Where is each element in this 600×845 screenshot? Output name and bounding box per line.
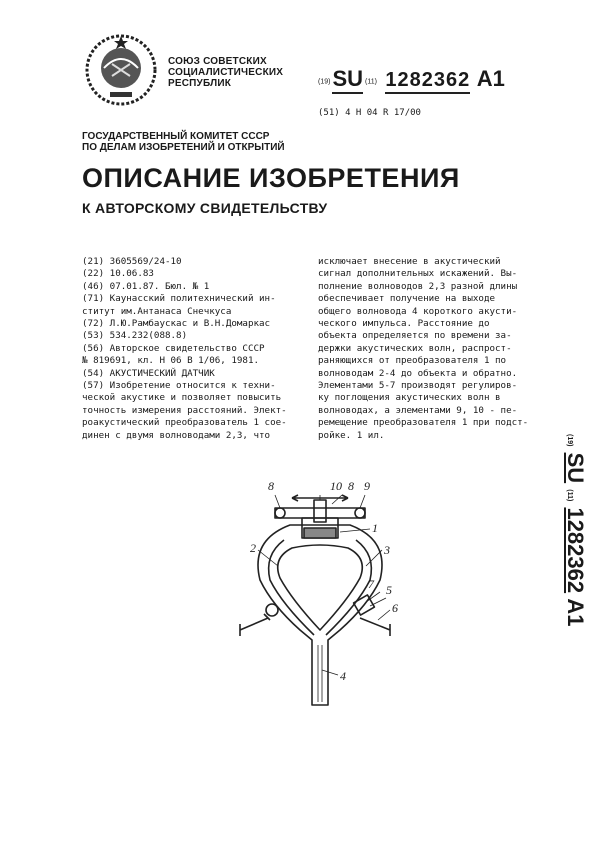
side-country-code: SU (563, 452, 588, 484)
document-subtitle: К АВТОРСКОМУ СВИДЕТЕЛЬСТВУ (82, 200, 328, 216)
side-kind-code: A1 (563, 598, 588, 627)
text-line: объекта определяется по времени за- (318, 330, 512, 342)
text-line: ческого импульса. Расстояние до (318, 318, 490, 330)
text-line: волноводам 2-4 до объекта и обратно. (318, 367, 518, 379)
text-line: (56) Авторское свидетельство СССР (82, 342, 265, 354)
text-line: (57) Изобретение относится к техни- (82, 380, 276, 392)
kind-code: A1 (476, 66, 505, 91)
text-line: ческой акустике и позволяет повысить (82, 392, 282, 404)
label-4: 4 (340, 669, 346, 683)
text-line: точность измерения расстояний. Элект- (82, 404, 287, 416)
text-line: роакустический преобразователь 1 сое- (82, 417, 287, 429)
side-publication-number (552, 430, 590, 700)
screw-right (360, 618, 390, 636)
text-line: Элементами 5-7 производят регулиров- (318, 380, 518, 392)
bibliographic-column (82, 256, 312, 442)
text-line: ститут им.Антанаса Снечкуса (82, 305, 232, 317)
bolt-right (355, 508, 365, 518)
transducer-element (304, 528, 336, 538)
ussr-emblem (82, 30, 160, 108)
text-line: полнение волноводов 2,3 разной длины (318, 280, 518, 292)
label-8-right: 8 (348, 479, 354, 493)
label-3: 3 (384, 543, 390, 557)
text-line: волноводах, а элементами 9, 10 - пе- (318, 404, 518, 416)
text-line: общего волновода 4 короткого акусти- (318, 305, 518, 317)
label-6: 6 (392, 601, 398, 615)
label-5: 5 (386, 583, 392, 597)
text-line: обеспечивает получение на выходе (318, 293, 496, 305)
patent-number: 1282362 (385, 69, 470, 94)
text-line: (53) 534.232(088.8) (82, 330, 188, 342)
text-line: (21) 3605569/24-10 (82, 256, 182, 267)
side-patent-number: 1282362 (563, 507, 588, 594)
output-duct (318, 645, 322, 702)
label-1: 1 (372, 521, 378, 535)
union-line: СОЦИАЛИСТИЧЕСКИХ (168, 67, 284, 78)
side-code-11: (11) (566, 489, 573, 502)
screw-left (240, 614, 270, 636)
union-line: РЕСПУБЛИК (168, 78, 232, 89)
document-title: ОПИСАНИЕ ИЗОБРЕТЕНИЯ (82, 163, 460, 193)
label-2: 2 (250, 541, 256, 555)
union-line: СОЮЗ СОВЕТСКИХ (168, 56, 267, 67)
publication-number (318, 66, 507, 94)
ipc-class: (51) 4 H 04 R 17/00 (318, 108, 421, 118)
code-19: (19) (318, 78, 331, 86)
absorber-left (266, 604, 278, 616)
side-code-19: (19) (566, 434, 573, 447)
text-line: раняющихся от преобразователя 1 по (318, 355, 507, 367)
text-line: (46) 07.01.87. Бюл. № 1 (82, 280, 210, 292)
bolt-left (275, 508, 285, 518)
committee-line: ПО ДЕЛАМ ИЗОБРЕТЕНИЙ И ОТКРЫТИЙ (82, 142, 285, 153)
label-9: 9 (364, 479, 370, 493)
text-line: ройке. 1 ил. (318, 429, 385, 441)
inner-core (278, 545, 363, 630)
country-code: SU (332, 66, 363, 94)
sensor-drawing (220, 470, 420, 720)
text-line: (71) Каунасский политехнический ин- (82, 293, 276, 305)
text-line: (22) 10.06.83 (82, 268, 154, 280)
text-line: ку поглощения акустических волн в (318, 392, 501, 404)
label-7: 7 (368, 577, 374, 591)
text-line: исключает внесение в акустический (318, 256, 501, 267)
text-line: ремещение преобразователя 1 при подст- (318, 417, 529, 429)
text-line: сигнал дополнительных искажений. Вы- (318, 268, 518, 280)
text-line: (54) АКУСТИЧЕСКИЙ ДАТЧИК (82, 367, 215, 379)
country-name (168, 56, 283, 89)
code-11: (11) (365, 78, 377, 86)
top-plate (275, 508, 365, 518)
committee-name (82, 131, 285, 153)
text-line: № 819691, кл. Н 06 В 1/06, 1981. (82, 355, 260, 367)
abstract-column (318, 256, 550, 442)
label-8-left: 8 (268, 479, 274, 493)
text-line: (72) Л.Ю.Рамбаускас и В.Н.Домаркас (82, 318, 271, 330)
text-line: держки акустических волн, распрост- (318, 342, 512, 354)
text-line: динен с двумя волноводами 2,3, что (82, 429, 271, 441)
committee-line: ГОСУДАРСТВЕННЫЙ КОМИТЕТ СССР (82, 131, 270, 142)
label-10: 10 (330, 479, 342, 493)
